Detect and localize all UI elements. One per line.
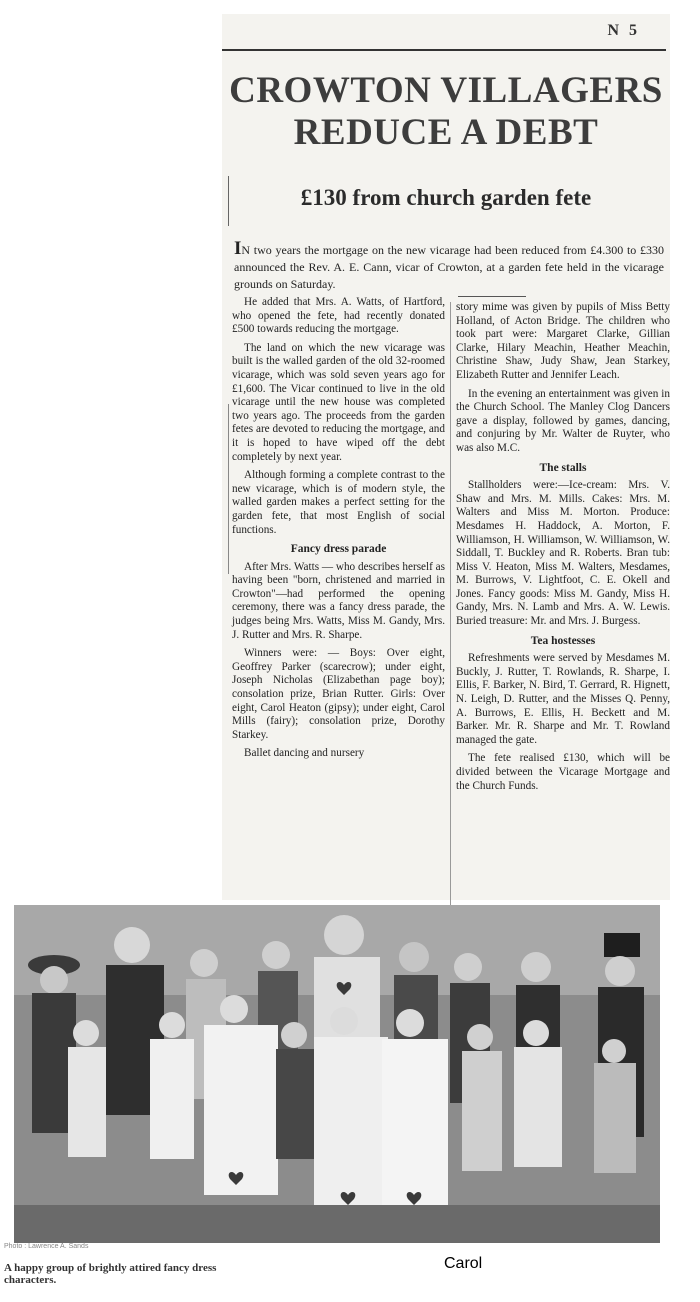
right-column <box>456 301 670 798</box>
left-column <box>232 296 445 766</box>
group-photo <box>14 905 660 1243</box>
article-paragraph: Winners were: — Boys: Over eight, Geoffrey Parker (scarecrow); under eight, Joseph Nicholas (Elizabethan page boy); consolation prize, Brian Rutter. Girls: Over eight, Carol Heaton (gipsy); under eight, Carol Mills (fairy); consolation prize, Dorothy Starkey. <box>232 647 445 741</box>
article-paragraph: The fete realised £130, which will be divided between the Vicarage Mortgage and the Church Funds. <box>456 752 670 792</box>
headline <box>222 70 670 154</box>
subheadline: £130 from church garden fete <box>300 185 592 210</box>
article-paragraph: Ballet dancing and nursery <box>244 747 365 760</box>
headline-line-2: REDUCE A DEBT <box>293 112 599 153</box>
section-heading: Tea hostesses <box>530 634 596 647</box>
headline-line-1: CROWTON VILLAGERS <box>229 70 663 111</box>
column-divider <box>450 302 451 908</box>
article-paragraph: Stallholders were:—Ice-cream: Mrs. V. Shaw and Mrs. M. Mills. Cakes: Mrs. M. Walters and Miss M. Morton. Produce: Mesdames H. Haddock, A. Morton, F. Williamson, H. Williamson, W. Williamson, W. Siddall, T. Buckley and R. Roberts. Bran tub: Miss V. Heaton, Miss M. Walters, Mesdames, M. Burrows, V. Lightfoot, C. E. Okell and Jones. Fancy goods: Miss M. Gandy, Miss H. Gandy, Mrs. N. Lamb and Mrs. A. W. Lewis. Buried treasure: Mr. and Mrs. J. Burgess. <box>456 479 670 628</box>
lead-paragraph <box>234 240 664 293</box>
article-paragraph: The land on which the new vicarage was built is the walled garden of the old 32-roomed vicarage, which was sold seven years ago for £1,600. The Vicar continued to live in the old vicarage until the new house was completed two years ago. The proceeds from the garden fetes are devoted to reducing the mortgage, and it is hoped to have wiped off the debt completely by next year. <box>232 341 445 463</box>
newspaper-clipping <box>222 14 670 900</box>
group-photo-illustration <box>14 905 660 1243</box>
article-paragraph: He added that Mrs. A. Watts, of Hartford, who opened the fete, had recently donated £500 towards reducing the mortgage. <box>232 296 445 336</box>
article-paragraph: story mime was given by pupils of Miss Betty Holland, of Acton Bridge. The children who took part were: Margaret Clarke, Gillian Clarke, Hilary Meachin, Heather Meachin, Christine Shaw, Judy Shaw, Jean Starkey, Elizabeth Rutter and Jennifer Leach. <box>456 301 670 381</box>
handwritten-note: Carol <box>444 1255 483 1272</box>
section-heading: The stalls <box>539 461 587 474</box>
article-paragraph: Refreshments were served by Mesdames M. Buckly, J. Rutter, T. Rowlands, R. Sharpe, I. Ellis, F. Barker, N. Bird, T. Gerrard, R. Hignett, N. Leigh, D. Rutter, and the Misses Q. Penny, A. Burrows, E. Ellis, H. Beckett and M. Barker. Mr. R. Sharpe and Mr. T. Rowland managed the gate. <box>456 652 670 746</box>
margin-rule-2 <box>228 404 229 574</box>
article-paragraph: After Mrs. Watts — who describes herself as having been "born, christened and married in Crowton"—had performed the opening ceremony, there was a fancy dress parade, the judges being Mrs. Watts, Miss M. Gandy, Mrs. J. Rutter and Mrs. R. Sharpe. <box>232 560 445 641</box>
lead-text: N two years the mortgage on the new vicarage had been reduced from £4.300 to £330 announced the Rev. A. E. Cann, vicar of Crowton, at a garden fete held in the vicarage grounds on Saturday. <box>234 243 664 291</box>
photo-caption: A happy group of brightly attired fancy dress characters. <box>4 1262 217 1286</box>
top-rule <box>222 49 666 51</box>
article-paragraph: In the evening an entertainment was given in the Church School. The Manley Clog Dancers gave a display, followed by games, dancing, and conjuring by Mr. Walter de Ruyter, who was also M.C. <box>456 387 670 454</box>
article-paragraph: Although forming a complete contrast to the new vicarage, which is of modern style, the walled garden makes a perfect setting for the garden fete, that most English of social functions. <box>232 469 445 536</box>
drop-cap: I <box>234 238 242 259</box>
column-start-rule <box>458 296 526 297</box>
section-heading: Fancy dress parade <box>290 543 387 556</box>
photo-credit: Photo : Lawrence A. Sands <box>4 1243 89 1250</box>
page-marker: N 5 <box>607 22 640 39</box>
